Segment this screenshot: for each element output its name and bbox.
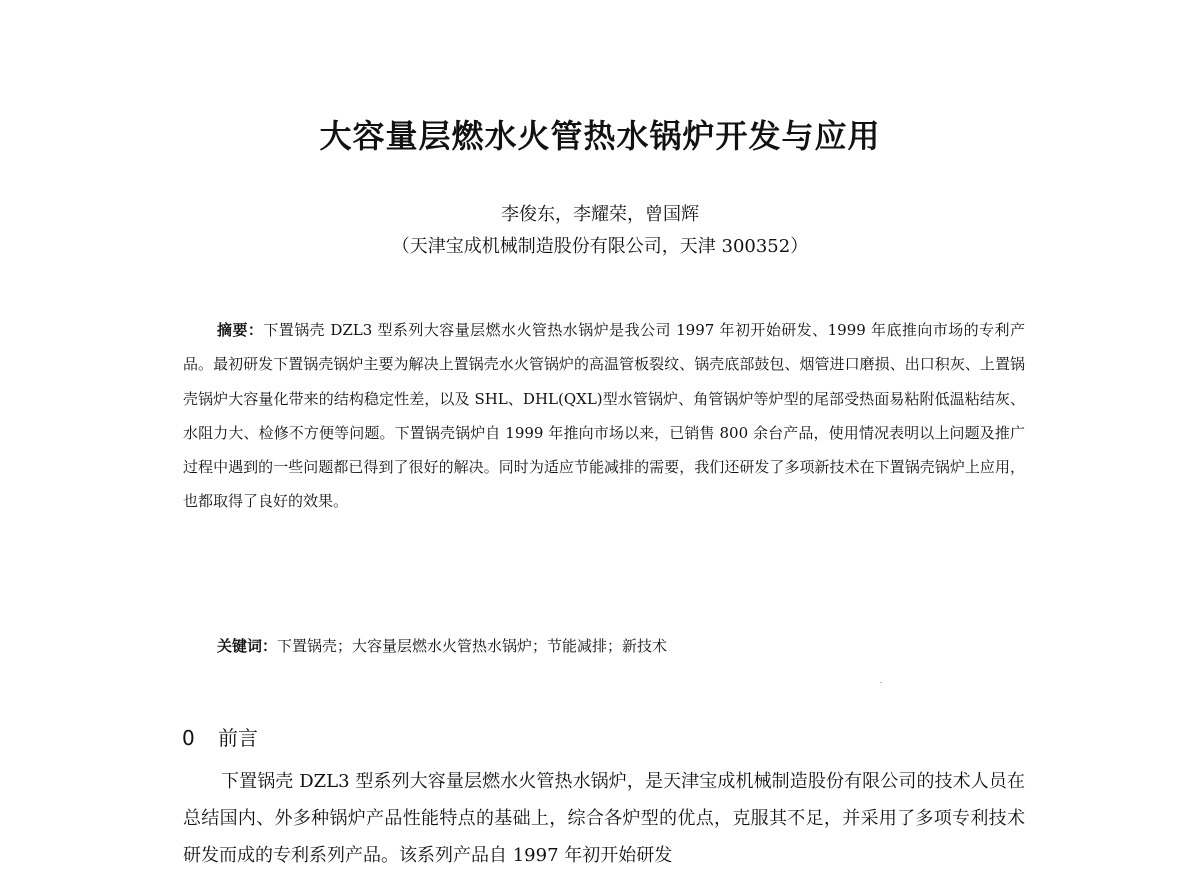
keywords-label: 关键词： [217,637,278,655]
section-title: 前言 [218,726,258,750]
keywords-line [217,632,1025,660]
author-affiliation: （天津宝成机械制造股份有限公司，天津 300352） [391,236,809,257]
section-heading [182,722,258,754]
paper-title: 大容量层燃水火管热水锅炉开发与应用 [319,117,881,155]
section-number: 0 [182,726,195,750]
abstract-text: 下置锅壳 DZL3 型系列大容量层燃水火管热水锅炉是我公司 1997 年初开始研发、1999 年底推向市场的专利产品。最初研发下置锅壳锅炉主要为解决上置锅壳水火管锅炉的高温管板裂纹、锅壳底部鼓包、烟管进口磨损、出口积灰、上置锅壳锅炉大容量化带来的结构稳定性差，以及 SHL、DHL(QXL)型水管锅炉、角管锅炉等炉型的尾部受热面易粘附低温粘结灰、水阻力大、检修不方便等问题。下置锅壳锅炉自 1999 年推向市场以来，已销售 800 余台产品，使用情况表明以上问题及推广过程中遇到的一些问题都已得到了很好的解决。同时为适应节能减排的需要，我们还研发了多项新技术在下置锅壳锅炉上应用，也都取得了良好的效果。 [183,321,1025,511]
abstract-label: 摘要： [217,321,264,339]
author-list: 李俊东，李耀荣，曾国辉 [501,204,699,225]
body-paragraph: 下置锅壳 DZL3 型系列大容量层燃水火管热水锅炉，是天津宝成机械制造股份有限公司的技术人员在总结国内、外多种锅炉产品性能特点的基础上，综合各炉型的优点，克服其不足，并采用了多项专利技术研发而成的专利系列产品。该系列产品自 1997 年初开始研发 [183,771,1025,866]
keywords-text: 下置锅壳；大容量层燃水火管热水锅炉；节能减排；新技术 [277,637,668,655]
abstract-paragraph [183,313,1025,519]
scan-speck [880,682,882,683]
